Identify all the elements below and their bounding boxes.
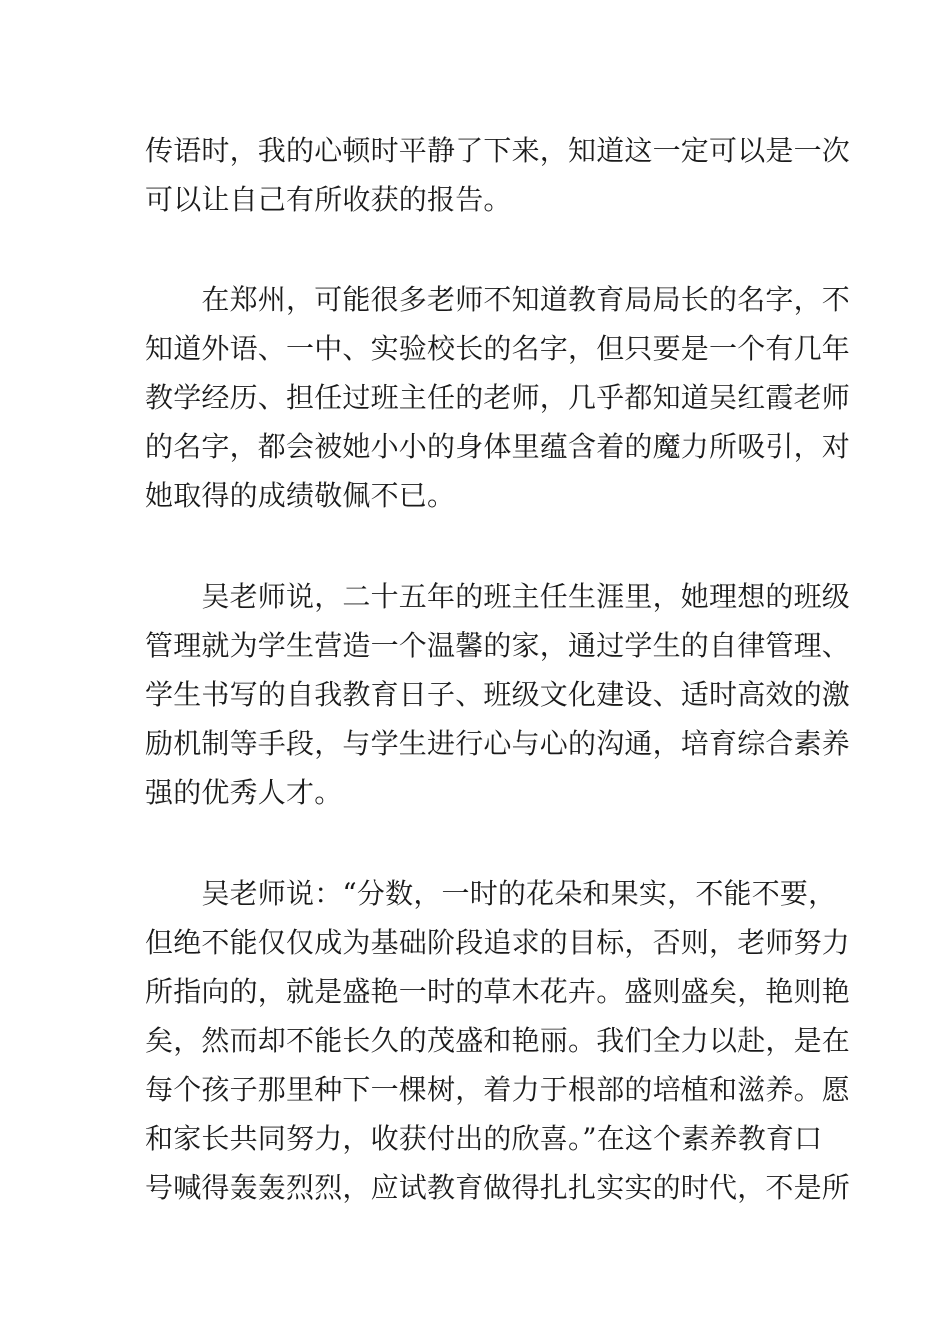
paragraph-line: 学生书写的自我教育日子、班级文化建设、适时高效的激 bbox=[145, 678, 851, 711]
paragraph-line: 但绝不能仅仅成为基础阶段追求的目标，否则，老师努力 bbox=[145, 926, 851, 959]
paragraph-line: 她取得的成绩敬佩不已。 bbox=[145, 479, 456, 512]
paragraph-2 bbox=[145, 275, 851, 520]
paragraph-line: 的名字，都会被她小小的身体里蕴含着的魔力所吸引，对 bbox=[145, 430, 851, 463]
paragraph-line: 知道外语、一中、实验校长的名字，但只要是一个有几年 bbox=[145, 332, 851, 365]
paragraph-line: 每个孩子那里种下一棵树，着力于根部的培植和滋养。愿 bbox=[145, 1073, 851, 1106]
paragraph-line: 可以让自己有所收获的报告。 bbox=[145, 183, 512, 216]
paragraph-line: 所指向的，就是盛艳一时的草木花卉。盛则盛矣，艳则艳 bbox=[145, 975, 851, 1008]
paragraph-line: 教学经历、担任过班主任的老师，几乎都知道吴红霞老师 bbox=[145, 381, 851, 414]
paragraph-line: 矣，然而却不能长久的茂盛和艳丽。我们全力以赴，是在 bbox=[145, 1024, 851, 1057]
paragraph-line: 号喊得轰轰烈烈，应试教育做得扎扎实实的时代，不是所 bbox=[145, 1171, 851, 1204]
paragraph-line: 传语时，我的心顿时平静了下来，知道这一定可以是一次 bbox=[145, 134, 851, 167]
paragraph-line: 和家长共同努力，收获付出的欣喜。”在这个素养教育口 bbox=[145, 1122, 823, 1155]
paragraph-1 bbox=[145, 126, 851, 224]
paragraph-line: 在郑州，可能很多老师不知道教育局局长的名字，不 bbox=[145, 283, 851, 316]
paragraph-line: 励机制等手段，与学生进行心与心的沟通，培育综合素养 bbox=[145, 727, 851, 760]
paragraph-line: 吴老师说：“分数，一时的花朵和果实，不能不要， bbox=[145, 877, 837, 910]
paragraph-line: 管理就为学生营造一个温馨的家，通过学生的自律管理、 bbox=[145, 629, 851, 662]
paragraph-line: 强的优秀人才。 bbox=[145, 776, 343, 809]
paragraph-3 bbox=[145, 572, 851, 817]
paragraph-line: 吴老师说，二十五年的班主任生涯里，她理想的班级 bbox=[145, 580, 851, 613]
paragraph-4 bbox=[145, 869, 851, 1212]
